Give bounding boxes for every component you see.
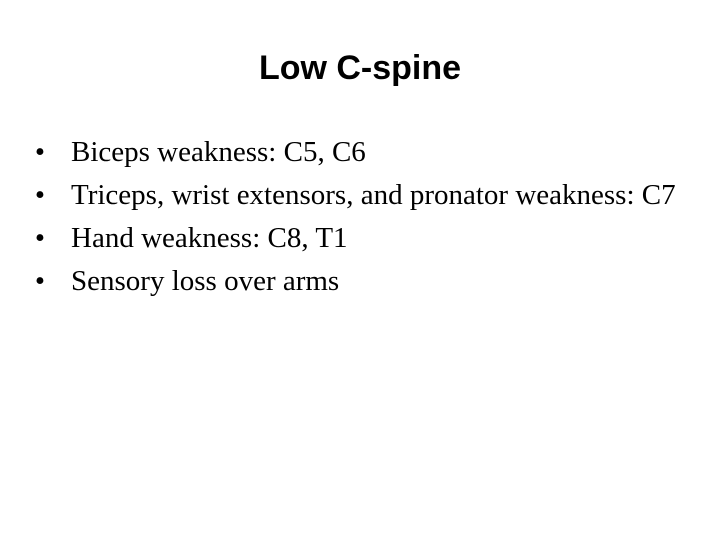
bullet-text: Sensory loss over arms — [71, 265, 340, 297]
bullet-text: Triceps, wrist extensors, and pronator weakness: C7 — [71, 179, 676, 211]
bullet-marker: • — [34, 136, 46, 168]
bullet-text: Hand weakness: C8, T1 — [71, 222, 348, 254]
bullet-text: Biceps weakness: C5, C6 — [71, 136, 366, 168]
bullet-item — [30, 134, 690, 171]
bullet-marker: • — [34, 179, 46, 211]
bullet-list — [30, 134, 690, 306]
bullet-item — [30, 177, 690, 214]
bullet-item — [30, 220, 690, 257]
bullet-item — [30, 263, 690, 300]
bullet-marker: • — [34, 265, 46, 297]
bullet-marker: • — [34, 222, 46, 254]
slide-title: Low C-spine — [258, 49, 462, 87]
